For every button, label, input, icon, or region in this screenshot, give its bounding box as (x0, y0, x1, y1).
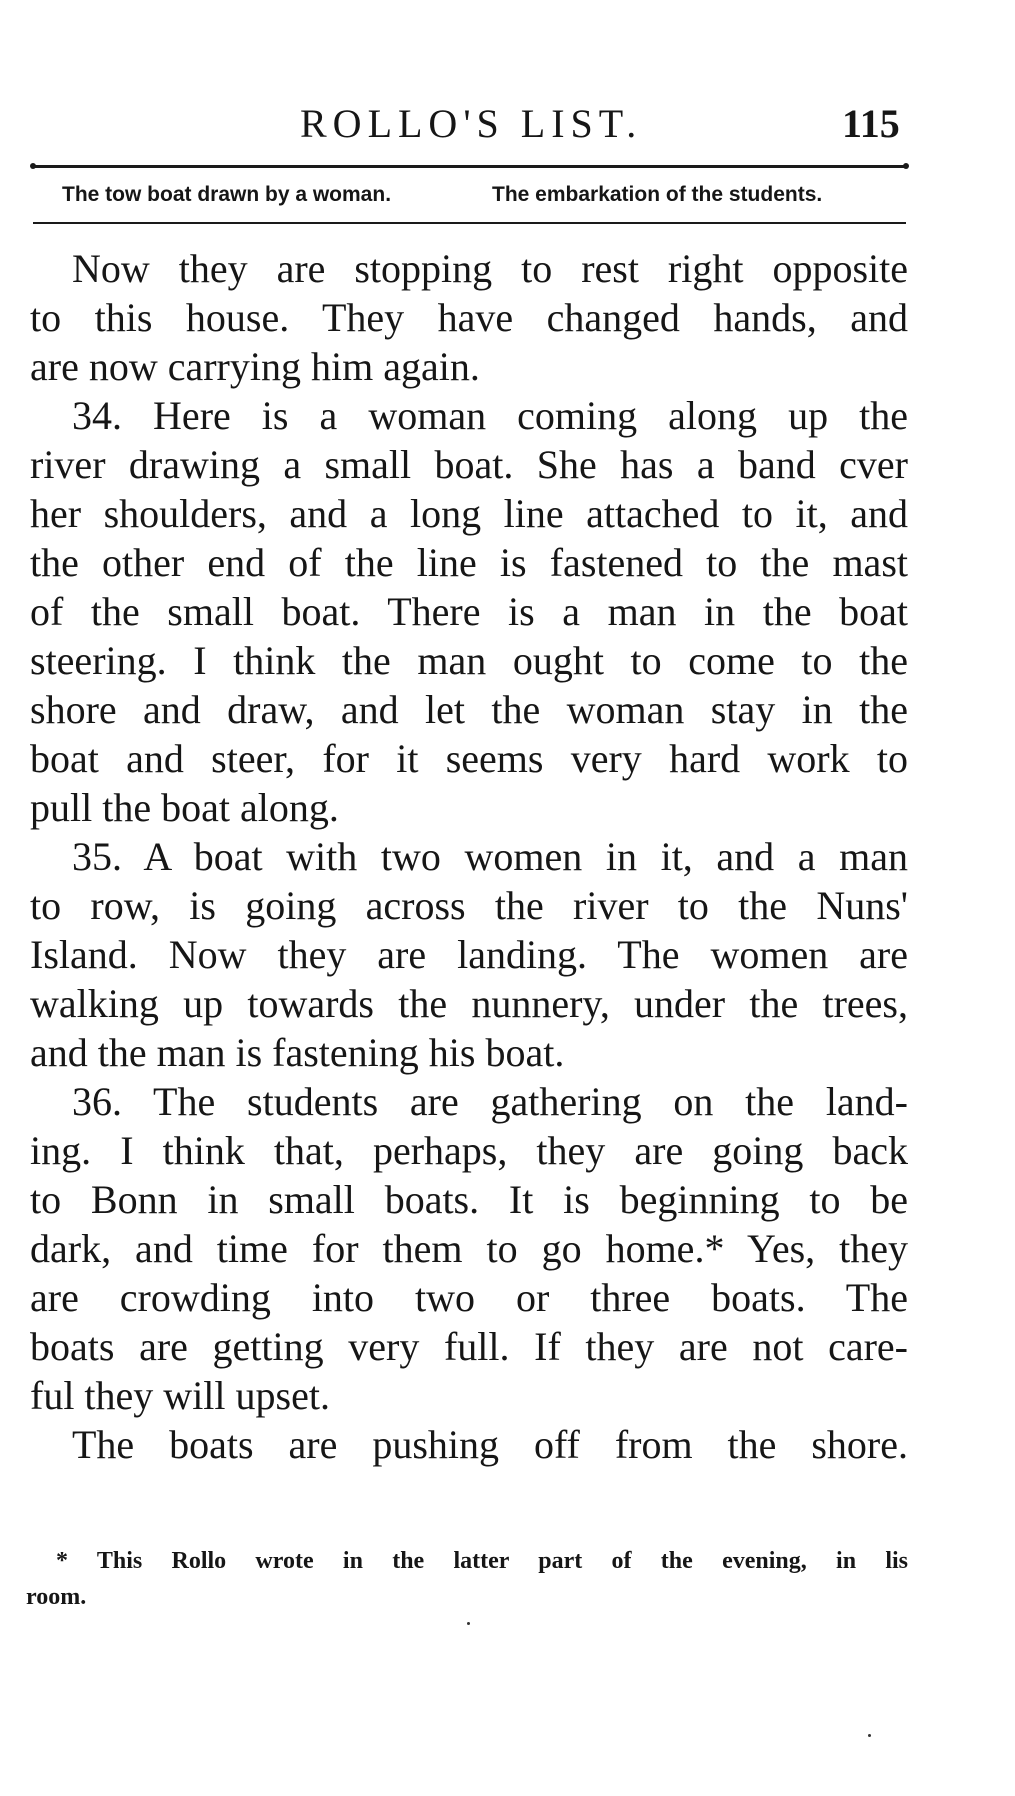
subhead-right: The embarkation of the students. (492, 183, 823, 206)
text-line: walking up towards the nunnery, under the trees, (30, 981, 908, 1026)
text-line: to this house. They have changed hands, and (30, 295, 908, 340)
text-line: and the man is fastening his boat. (30, 1030, 565, 1075)
header-rule-bottom (33, 222, 906, 224)
footnote-line: * This Rollo wrote in the latter part of the evening, in lis (56, 1548, 908, 1574)
rule-end-right (903, 163, 909, 169)
text-line: boat and steer, for it seems very hard work to (30, 736, 908, 781)
text-line: are crowding into two or three boats. The (30, 1275, 908, 1320)
page-number: 115 (842, 101, 900, 146)
text-line: pull the boat along. (30, 785, 339, 830)
footnote-line: room. (26, 1584, 87, 1610)
running-title: ROLLO'S LIST. (300, 101, 643, 146)
print-speck (467, 1622, 470, 1625)
print-speck (868, 1734, 871, 1737)
text-line: to row, is going across the river to the Nuns' (30, 883, 908, 928)
text-line: her shoulders, and a long line attached to it, and (30, 491, 908, 536)
text-line: Island. Now they are landing. The women are (30, 932, 908, 977)
text-line: are now carrying him again. (30, 344, 480, 389)
text-line: ing. I think that, perhaps, they are going back (30, 1128, 908, 1173)
text-line: 36. The students are gathering on the land- (72, 1079, 908, 1124)
text-line: 34. Here is a woman coming along up the (72, 393, 908, 438)
text-line: shore and draw, and let the woman stay in the (30, 687, 908, 732)
rule-end-left (30, 163, 36, 169)
text-line: 35. A boat with two women in it, and a man (72, 834, 908, 879)
text-line: dark, and time for them to go home.* Yes, they (30, 1226, 908, 1271)
header-rule-top (33, 165, 906, 168)
text-line: river drawing a small boat. She has a band cver (30, 442, 908, 487)
footnote (26, 1543, 908, 1615)
text-line: The boats are pushing off from the shore. (72, 1422, 908, 1467)
text-line: the other end of the line is fastened to the mast (30, 540, 908, 585)
text-line: steering. I think the man ought to come to the (30, 638, 908, 683)
text-line: ful they will upset. (30, 1373, 330, 1418)
text-line: to Bonn in small boats. It is beginning to be (30, 1177, 908, 1222)
text-line: Now they are stopping to rest right opposite (72, 246, 908, 291)
text-line: boats are getting very full. If they are not care- (30, 1324, 908, 1369)
subhead-left: The tow boat drawn by a woman. (62, 183, 392, 206)
text-line: of the small boat. There is a man in the boat (30, 589, 908, 634)
body-text (30, 244, 908, 1469)
